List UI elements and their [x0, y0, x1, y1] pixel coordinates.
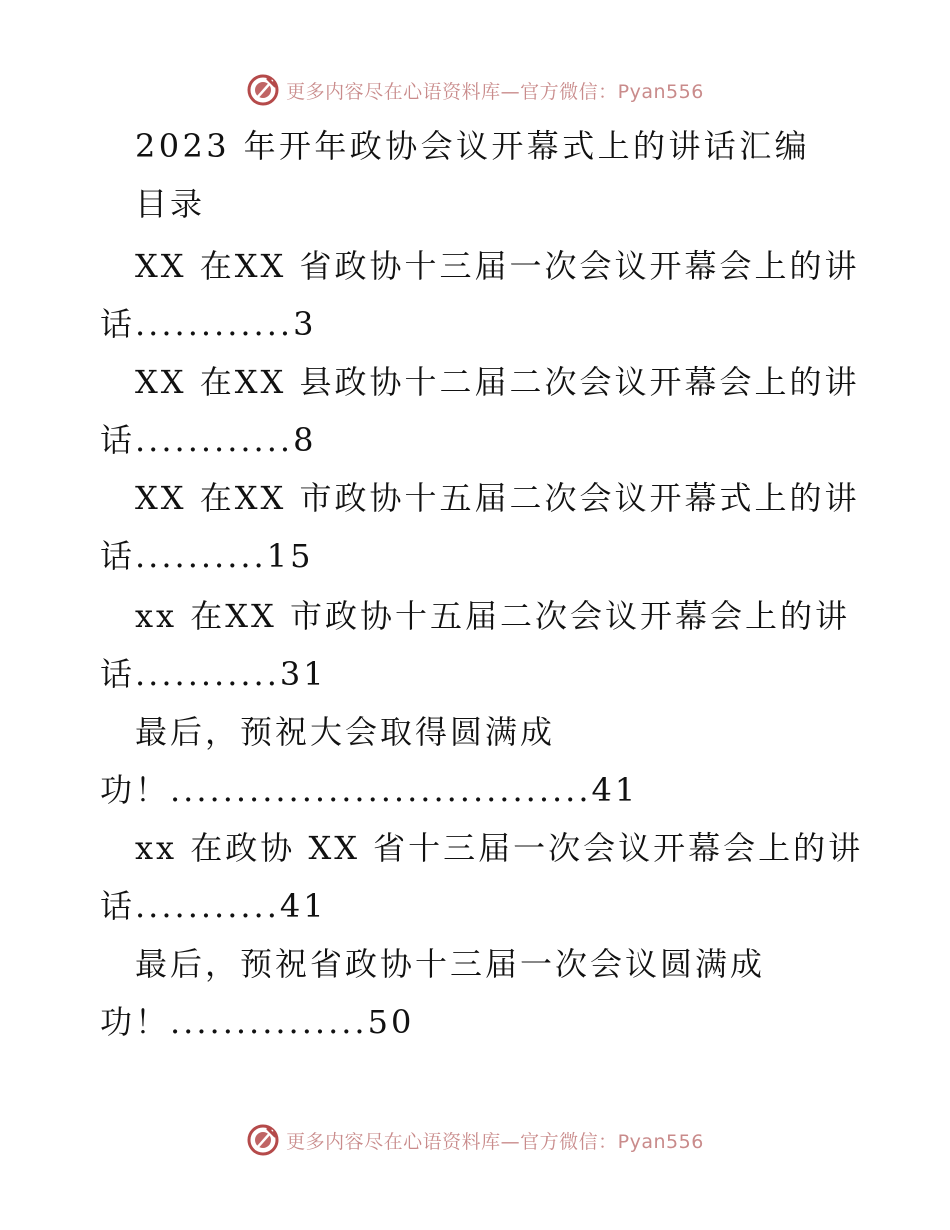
header-watermark: [0, 70, 950, 110]
document-title: 2023 年开年政协会议开幕式上的讲话汇编: [135, 127, 811, 165]
watermark-text: 更多内容尽在心语资料库—官方微信：Pyan556: [286, 1130, 704, 1153]
toc-entry-page-line: 话...........41: [100, 887, 327, 925]
toc-heading: 目录: [135, 185, 206, 223]
toc-entry-page-line: 话............8: [100, 421, 317, 459]
toc-entry-page-line: 话..........15: [100, 537, 314, 575]
toc-entry-page-line: 话............3: [100, 305, 317, 343]
footer-watermark: [0, 1120, 950, 1160]
toc-entry-line: 最后，预祝省政协十三届一次会议圆满成: [135, 945, 766, 983]
seal-logo-icon: [246, 73, 280, 107]
toc-entry-line: XX 在XX 县政协十二届二次会议开幕会上的讲: [135, 363, 860, 401]
toc-entry-line: XX 在XX 省政协十三届一次会议开幕会上的讲: [135, 247, 860, 285]
toc-entry-page-line: 功！...............50: [100, 1003, 415, 1041]
toc-entry-line: xx 在政协 XX 省十三届一次会议开幕会上的讲: [135, 829, 864, 867]
watermark-text: 更多内容尽在心语资料库—官方微信：Pyan556: [286, 80, 704, 103]
seal-logo-icon: [246, 1123, 280, 1157]
toc-entry-page-line: 功！................................41: [100, 771, 639, 809]
toc-entry-line: XX 在XX 市政协十五届二次会议开幕式上的讲: [135, 479, 860, 517]
toc-entry-line: 最后，预祝大会取得圆满成: [135, 713, 556, 751]
toc-entry-page-line: 话...........31: [100, 655, 327, 693]
toc-entry-line: xx 在XX 市政协十五届二次会议开幕会上的讲: [135, 597, 851, 635]
